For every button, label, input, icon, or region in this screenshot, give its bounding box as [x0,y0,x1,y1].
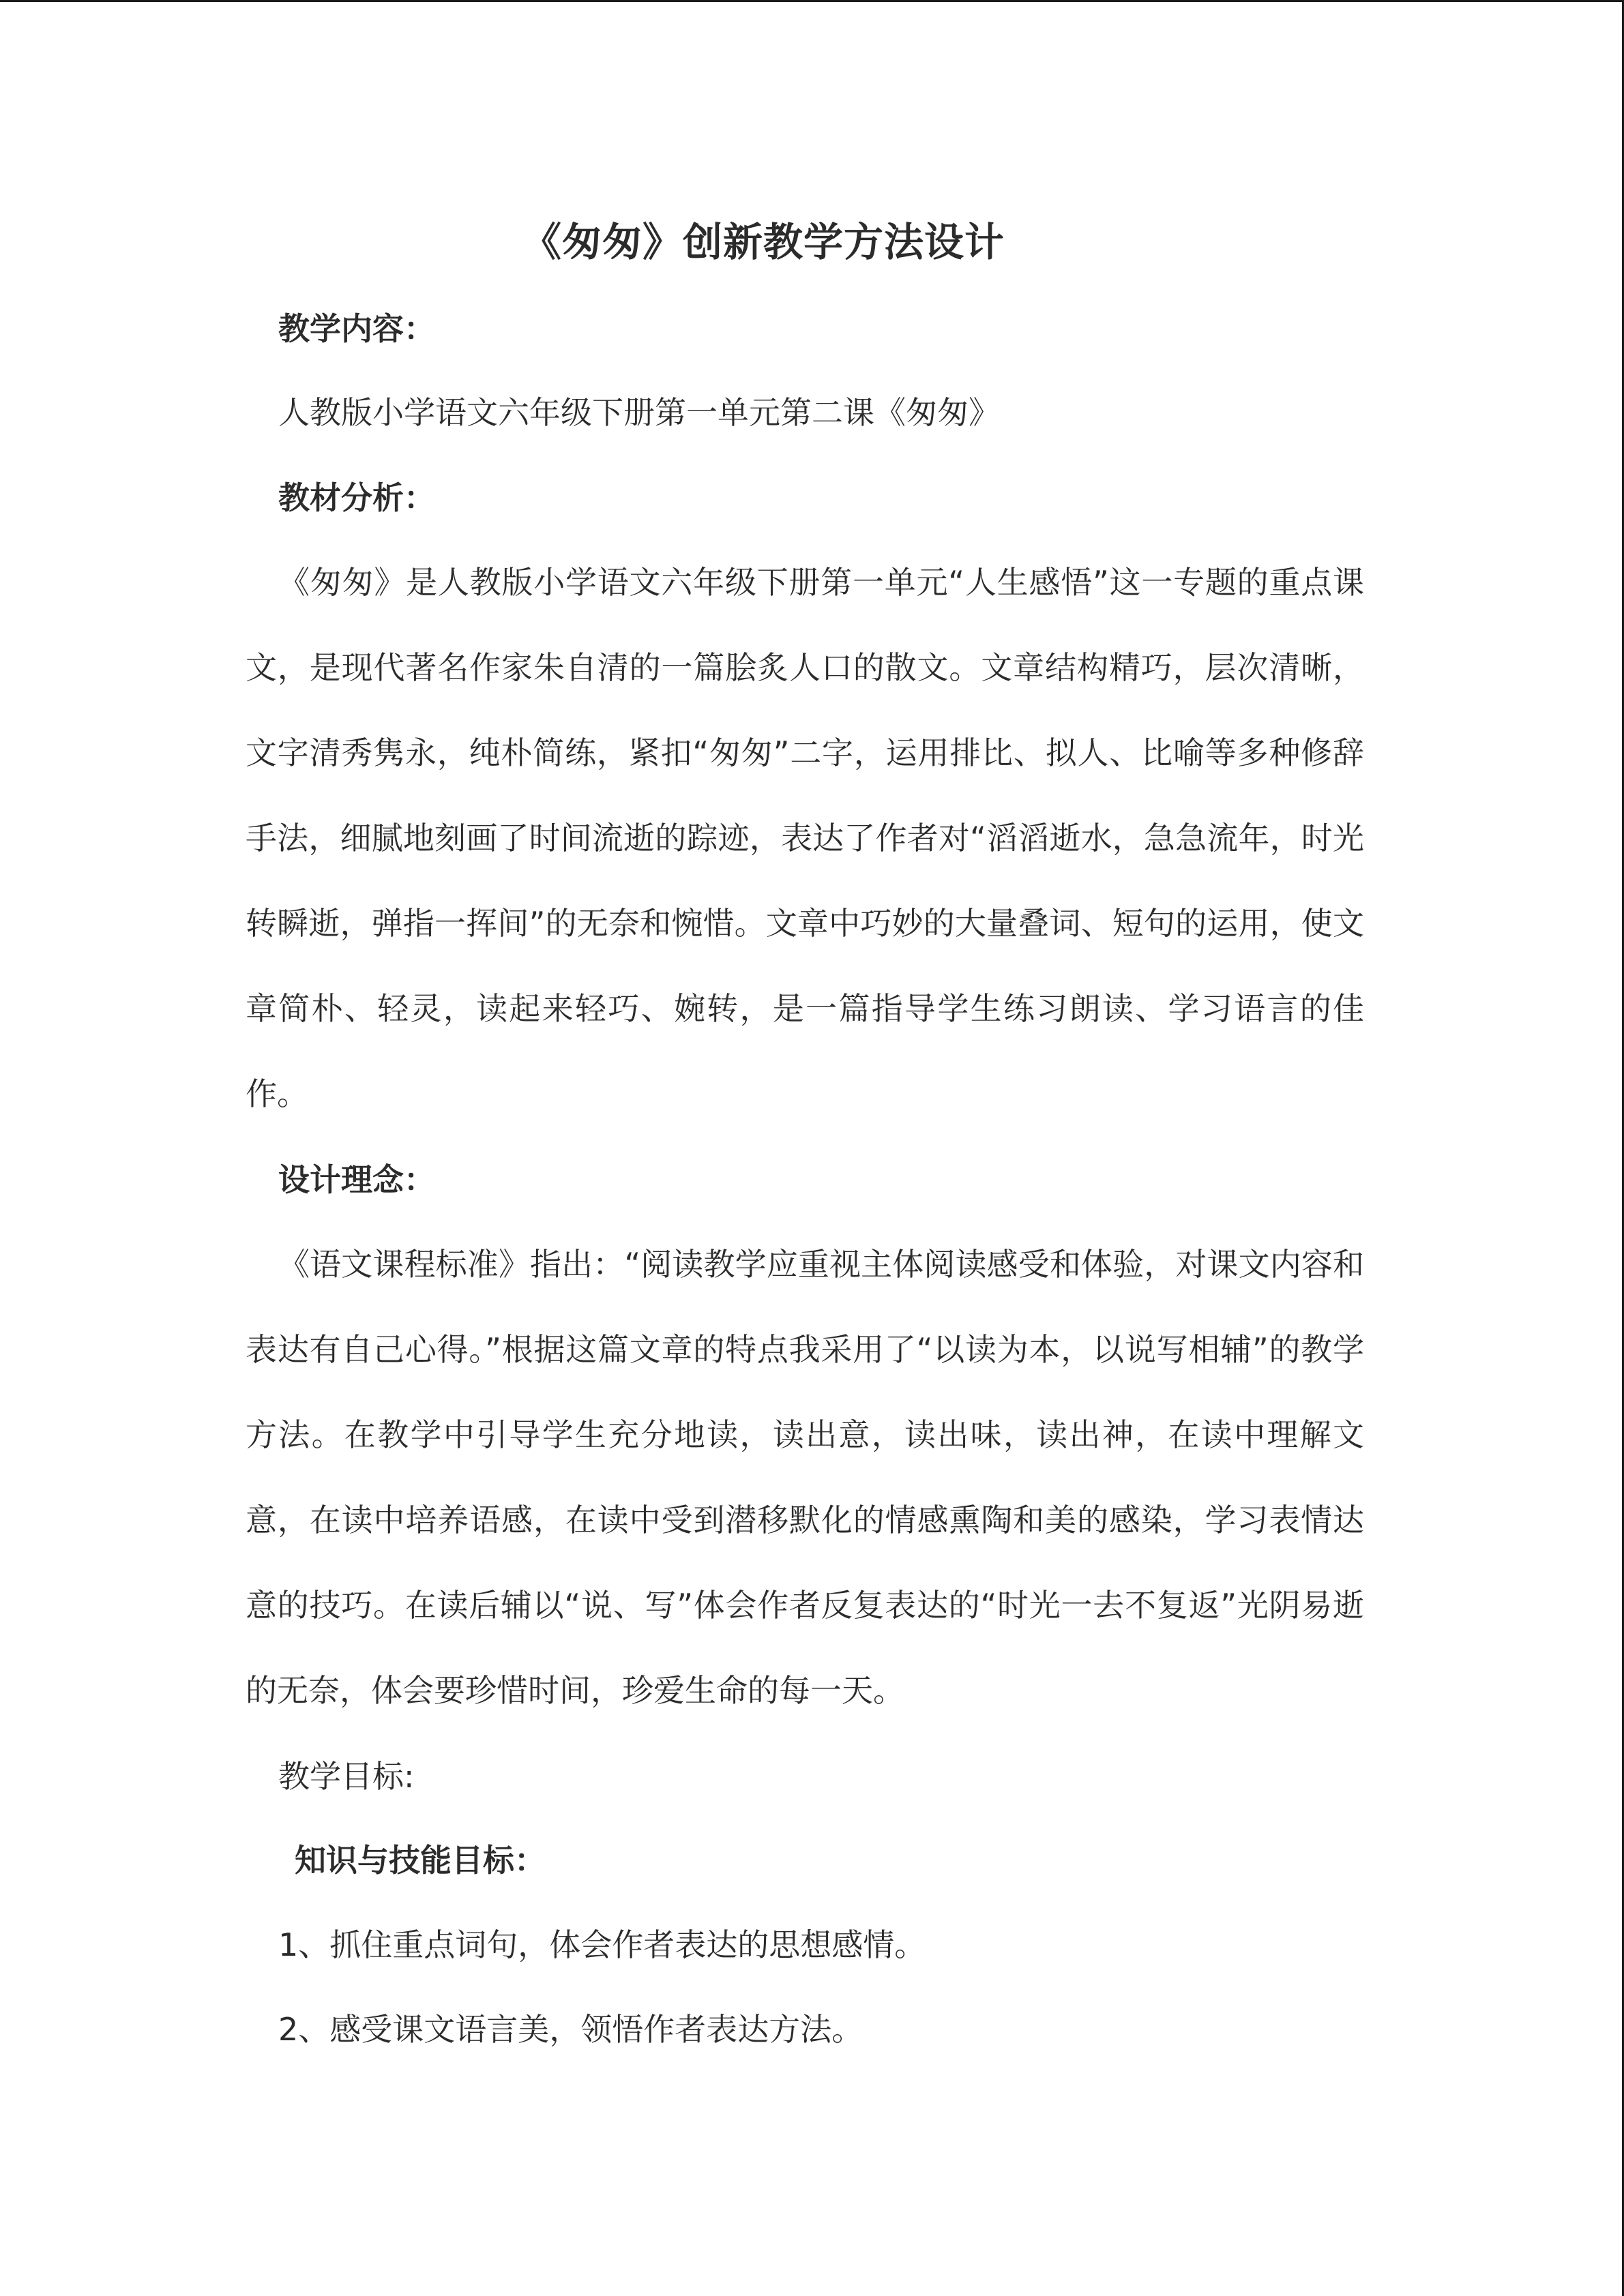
teaching-content-text: 人教版小学语文六年级下册第一单元第二课《匆匆》 [278,394,1000,431]
page-border-top [0,0,1624,2]
goal-item-1: 1、抓住重点词句，体会作者表达的思想感情。 [278,1926,926,1963]
design-concept-paragraph: 《语文课程标准》指出：“阅读教学应重视主体阅读感受和体验，对课文内容和表达有自己心得。”根据这篇文章的特点我采用了“以读为本，以说写相辅”的教学方法。在教学中引导学生充分地读，读出意，读出味，读出神，在读中理解文意，在读中培养语感，在读中受到潜移默化的情感熏陶和美的感染，学习表情达意的技巧。在读后辅以“说、写”体会作者反复表达的“时光一去不复返”光阴易逝的无奈，体会要珍惜时间，珍爱生命的每一天。 [246,1246,1364,1709]
knowledge-skill-goals-heading: 知识与技能目标： [295,1842,546,1879]
material-analysis-heading: 教材分析： [278,479,435,516]
material-analysis-paragraph: 《匆匆》是人教版小学语文六年级下册第一单元“人生感悟”这一专题的重点课文，是现代著名作家朱自清的一篇脍炙人口的散文。文章结构精巧，层次清晰，文字清秀隽永，纯朴简练，紧扣“匆匆”二字，运用排比、拟人、比喻等多种修辞手法，细腻地刻画了时间流逝的踪迹，表达了作者对“滔滔逝水，急急流年，时光转瞬逝，弹指一挥间”的无奈和惋惜。文章中巧妙的大量叠词、短句的运用，使文章简朴、轻灵，读起来轻巧、婉转，是一篇指导学生练习朗读、学习语言的佳作。 [246,564,1364,1112]
design-concept-heading: 设计理念： [278,1161,435,1198]
teaching-goals-heading: 教学目标: [278,1758,415,1795]
teaching-content-heading: 教学内容： [278,310,435,347]
goal-item-2: 2、感受课文语言美，领悟作者表达方法。 [278,2011,863,2048]
document-title: 《匆匆》创新教学方法设计 [521,219,1005,265]
